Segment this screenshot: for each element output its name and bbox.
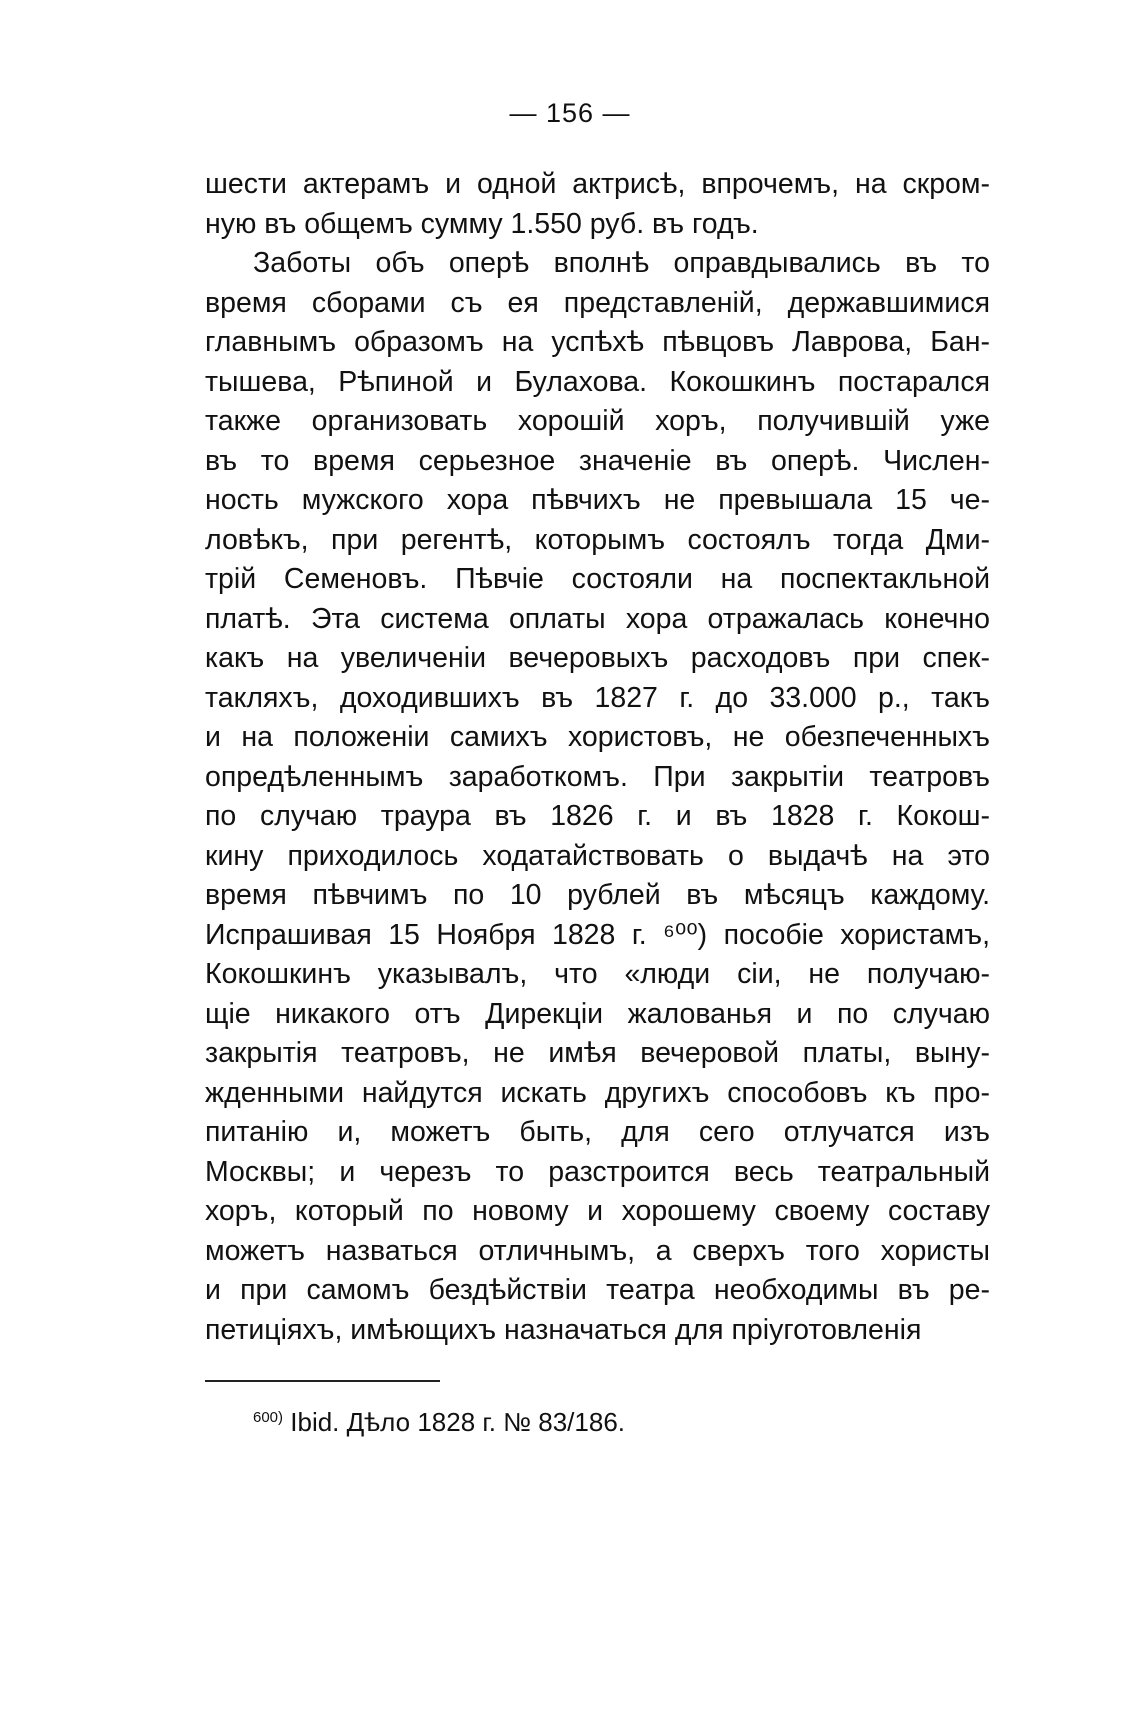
text-line: можетъ назваться отличнымъ, а сверхъ того хористы [205,1234,990,1267]
text-line: ловѣкъ, при регентѣ, которымъ состоялъ тогда Дми- [205,523,990,556]
text-line: тышева, Рѣпиной и Булахова. Кокошкинъ постарался [205,365,990,398]
text-line: платѣ. Эта система оплаты хора отражалась конечно [205,602,990,635]
text-line: Кокошкинъ указывалъ, что «люди сіи, не получаю- [205,958,990,990]
text-line: главнымъ образомъ на успѣхѣ пѣвцовъ Лаврова, Бан- [205,326,990,358]
text-line: закрытія театровъ, не имѣя вечеровой платы, выну- [205,1037,990,1069]
page-number: — 156 — [509,98,631,128]
text-line: время пѣвчимъ по 10 рублей въ мѣсяцъ каждому. [205,879,990,911]
text-line: кину приходилось ходатайствовать о выдачѣ на это [205,839,990,872]
text-line: шести актерамъ и одной актрисѣ, впрочемъ, на скром- [205,168,990,200]
text-line: петиціяхъ, имѣющихъ назначаться для пріуготовленія [205,1313,922,1346]
text-line: какъ на увеличеніи вечеровыхъ расходовъ при спек- [205,642,990,674]
paragraph [205,244,990,1350]
text-line: питанію и, можетъ быть, для сего отлучатся изъ [205,1116,990,1148]
text-line: ность мужского хора пѣвчихъ не превышала 15 че- [205,484,990,516]
text-line: Москвы; и черезъ то разстроится весь театральный [205,1155,990,1188]
text-line: по случаю траура въ 1826 г. и въ 1828 г. Кокош- [205,800,990,832]
main-text [205,165,990,1350]
text-line: трій Семеновъ. Пѣвчіе состояли на поспектакльной [205,563,990,595]
text-line: щіе никакого отъ Дирекціи жалованья и по случаю [205,997,990,1030]
paragraph [205,165,990,244]
text-line: также организовать хорошій хоръ, получившій уже [205,405,990,437]
text-line: и при самомъ бездѣйствіи театра необходимы въ ре- [205,1274,990,1306]
footnote-text: Ibid. Дѣло 1828 г. № 83/186. [290,1407,626,1437]
text-line: ную въ общемъ сумму 1.550 руб. въ годъ. [205,207,759,240]
footnote-divider [205,1380,440,1382]
text-line: хоръ, который по новому и хорошему своему составу [205,1195,990,1227]
footnote [253,1400,625,1440]
text-line: время сборами съ ея представленій, державшимися [205,286,990,319]
text-line: жденными найдутся искать другихъ способовъ къ про- [205,1076,990,1109]
text-line: въ то время серьезное значеніе въ оперѣ. Числен- [205,444,990,477]
text-line: опредѣленнымъ заработкомъ. При закрытіи театровъ [205,760,990,793]
text-line: Испрашивая 15 Ноября 1828 г. ⁶⁰⁰) пособіе хористамъ, [205,918,990,951]
footnote-marker: 600) [253,1409,284,1426]
text-line: такляхъ, доходившихъ въ 1827 г. до 33.000 р., такъ [205,681,990,714]
text-line: Заботы объ оперѣ вполнѣ оправдывались въ то [253,247,990,279]
text-line: и на положеніи самихъ хористовъ, не обезпеченныхъ [205,721,990,753]
